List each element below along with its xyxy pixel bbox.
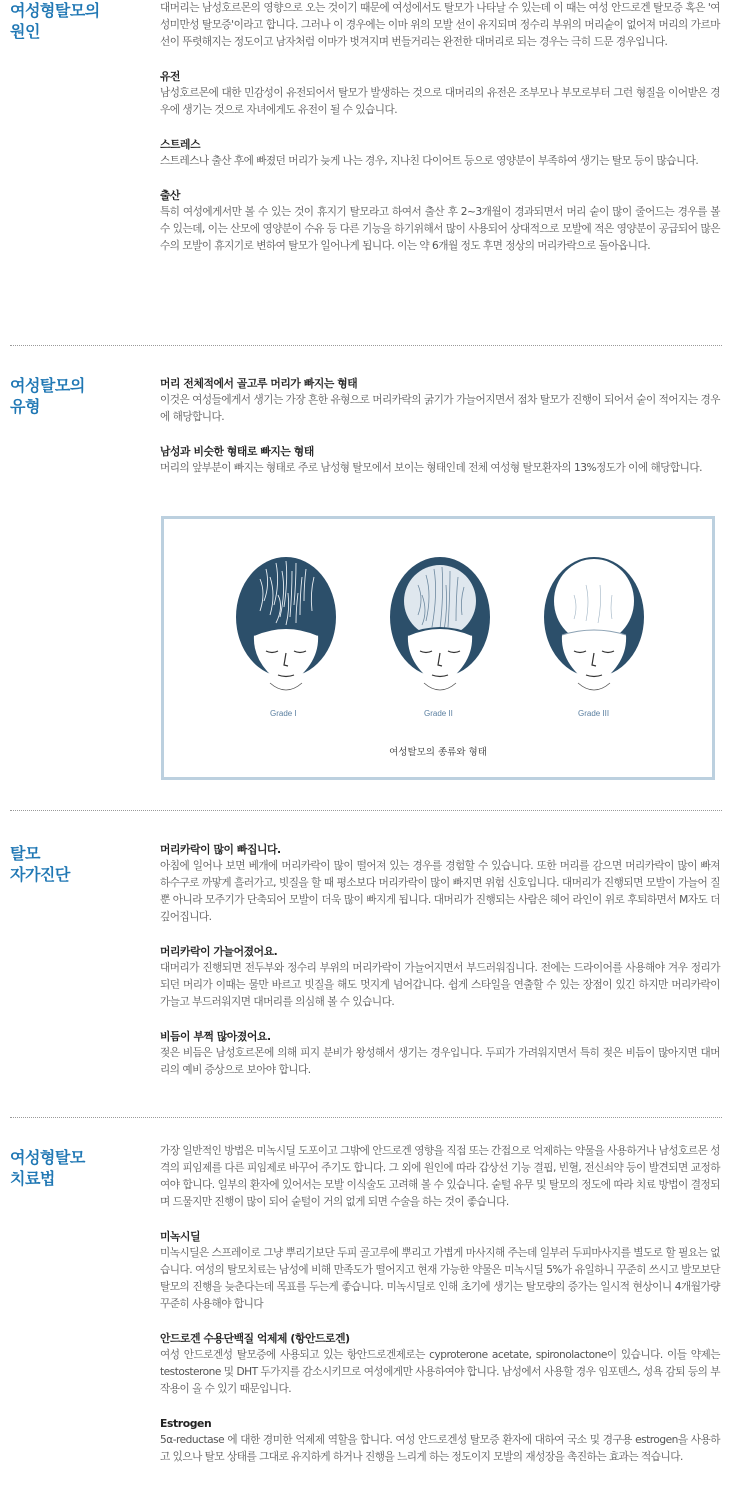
subsection-heading: Estrogen [160,1417,212,1430]
grade-label: Grade III [578,709,610,718]
section-title: 여성형탈모의 원인 [10,1,100,41]
section-intro: 가장 일반적인 방법은 미녹시딜 도포이고 그밖에 안드로겐 영향을 직접 또는 간접으로 억제하는 약물을 사용하거나 남성호르몬 성격의 피임제를 다른 피임제로 바꾸어 주기도 합니다. 그 외에 원인에 따라 갑상선 기능 결핍, 빈혈, 전신쇠약 등이 발견되면 교정하여야 합니다. 일부의 환자에 있어서는 모발 이식술도 고려해 볼 수 있습니다. 숱털 유무 및 탈모의 정도에 따라 치료 방법이 결정되며 드물지만 진행이 많이 되어 숱털이 거의 없게 되면 수술을 하는 것이 좋습니다. [160,1145,720,1208]
grade-label: Grade II [424,709,453,718]
grade-label: Grade I [270,709,297,718]
divider [10,345,722,346]
section-intro: 대머리는 남성호르몬의 영향으로 오는 것이기 때문에 여성에서도 탈모가 나타날 수 있는데 이 때는 여성 안드로겐 탈모증 혹은 '여성미만성 탈모증'이라고 합니다. 그러나 이 경우에는 이마 위의 모발 선이 유지되며 정수리 부위의 머리숱이 없어져 머리의 가르마 선이 뚜렷해지는 정도이고 남자처럼 이마가 벗겨지며 번들거리는 완전한 대머리로 되는 경우는 극히 드문 경우입니다. [160,2,720,48]
subsection-heading: 미녹시딜 [160,1230,201,1243]
subsection-text: 젖은 비듬은 남성호르몬에 의해 피지 분비가 왕성해서 생기는 경우입니다. 두피가 가려워지면서 특히 젖은 비듬이 많아지면 대머리의 예비 증상으로 보아야 합니다. [160,1047,720,1076]
subsection-heading: 머리 전체적에서 골고루 머리가 빠지는 형태 [160,377,358,390]
subsection-text: 특히 여성에게서만 볼 수 있는 것이 휴지기 탈모라고 하여서 출산 후 2~3개월이 경과되면서 머리 숱이 많이 줄어드는 경우를 볼 수 있는데, 이는 산모에 영양분이 수유 등 다른 기능을 하기위해서 많이 사용되어 상대적으로 모발에 적은 영양분이 공급되어 많은 수의 모발이 휴지기로 변하여 탈모가 일어나게 됩니다. 이는 약 6개월 정도 후면 정상의 머리카락으로 돌아옵니다. [160,206,720,252]
subsection-text: 이것은 여성들에게서 생기는 가장 흔한 유형으로 머리카락의 굵기가 가늘어지면서 점차 탈모가 진행이 되어서 숱이 적어지는 경우에 해당합니다. [160,394,720,423]
section-title: 여성형탈모 치료법 [10,1148,85,1188]
subsection-text: 머리의 앞부분이 빠지는 형태로 주로 남성형 탈모에서 보이는 형태인데 전체 여성형 탈모환자의 13%정도가 이에 해당합니다. [160,462,702,474]
figure-caption: 여성탈모의 종류와 형태 [389,747,487,758]
subsection-heading: 머리카락이 많이 빠집니다. [160,843,281,856]
section-title: 여성탈모의 유형 [10,376,85,416]
grade-3-head-illustration [538,555,650,705]
subsection-text: 스트레스나 출산 후에 빠졌던 머리가 늦게 나는 경우, 지나친 다이어트 등으로 영양분이 부족하여 생기는 탈모 등이 많습니다. [160,155,699,167]
subsection-text: 미녹시딜은 스프레이로 그냥 뿌리기보단 두피 골고루에 뿌리고 가볍게 마사지해 주는데 일부러 두피마사지를 별도로 할 필요는 없습니다. 여성의 탈모치료는 남성에 비해 만족도가 떨어지고 현재 가능한 약물은 미녹시딜 5%가 유일하니 꾸준히 쓰시고 발모보단 탈모의 진행을 늦춘다는데 목표를 두는게 좋습니다. 미녹시딜로 인해 초기에 생기는 탈모량의 증가는 일시적 현상이니 4개월가량 꾸준히 사용해야 합니다 [160,1247,720,1310]
subsection-heading: 안드로겐 수용단백질 억제제 (항안드로겐) [160,1332,350,1345]
subsection-text: 남성호르몬에 대한 민감성이 유전되어서 탈모가 발생하는 것으로 대머리의 유전은 조부모나 부모로부터 그런 형질을 이어받은 경우에 생기는 것으로 자녀에게도 유전이 될 수 있습니다. [160,87,720,116]
subsection-heading: 유전 [160,70,181,83]
subsection-text: 여성 안드로겐성 탈모증에 사용되고 있는 항안드로겐제로는 cyproterone acetate, spironolactone이 있습니다. 이들 약제는 testosterone 및 DHT 두가지를 감소시키므로 여성에게만 사용하여야 합니다. 남성에서 사용할 경우 임포텐스, 성욕 감퇴 등의 부작용이 올 수 있기 때문입니다. [160,1349,720,1395]
grade-2-head-illustration [384,555,496,705]
subsection-text: 5α-reductase 에 대한 경미한 억제제 역할을 합니다. 여성 안드로겐성 탈모증 환자에 대하여 국소 및 경구용 estrogen을 사용하고 있으나 탈모 상태를 그대로 유지하게 하거나 진행을 느리게 하는 정도이지 모발의 재성장을 촉진하는 효과는 적습니다. [160,1434,720,1463]
subsection-heading: 스트레스 [160,138,201,151]
subsection-text: 대머리가 진행되면 전두부와 정수리 부위의 머리카락이 가늘어지면서 부드러워집니다. 전에는 드라이어를 사용해야 겨우 정리가 되던 머리가 이때는 물만 바르고 빗질을 해도 멋지게 넘어갑니다. 쉽게 스타일을 연출할 수 있는 장점이 있긴 하지만 머리카락이 가늘고 부드러워지면 대머리를 의심해 볼 수 있습니다. [160,962,720,1008]
grade-1-head-illustration [230,555,342,705]
divider [10,810,722,811]
subsection-text: 아침에 일어나 보면 베개에 머리카락이 많이 떨어져 있는 경우를 경험할 수 있습니다. 또한 머리를 감으면 머리카락이 많이 빠져 하수구로 까맣게 흘러가고, 빗질을 할 때 평소보다 머리카락이 많이 빠지면 위험 신호입니다. 대머리가 진행되면 모발이 가늘어 질 뿐 아니라 모주기가 단축되어 모발이 더욱 많이 빠지게 됩니다. 대머리가 진행되는 사람은 헤어 라인이 위로 후퇴하면서 M자도 더 깊어집니다. [160,860,720,923]
subsection-heading: 출산 [160,189,181,202]
subsection-heading: 비듬이 부쩍 많아졌어요. [160,1030,271,1043]
section-title: 탈모 자가진단 [10,844,70,884]
divider [10,1117,722,1118]
subsection-heading: 머리카락이 가늘어졌어요. [160,945,278,958]
subsection-heading: 남성과 비슷한 형태로 빠지는 형태 [160,445,314,458]
hair-loss-grades-figure [161,516,715,780]
